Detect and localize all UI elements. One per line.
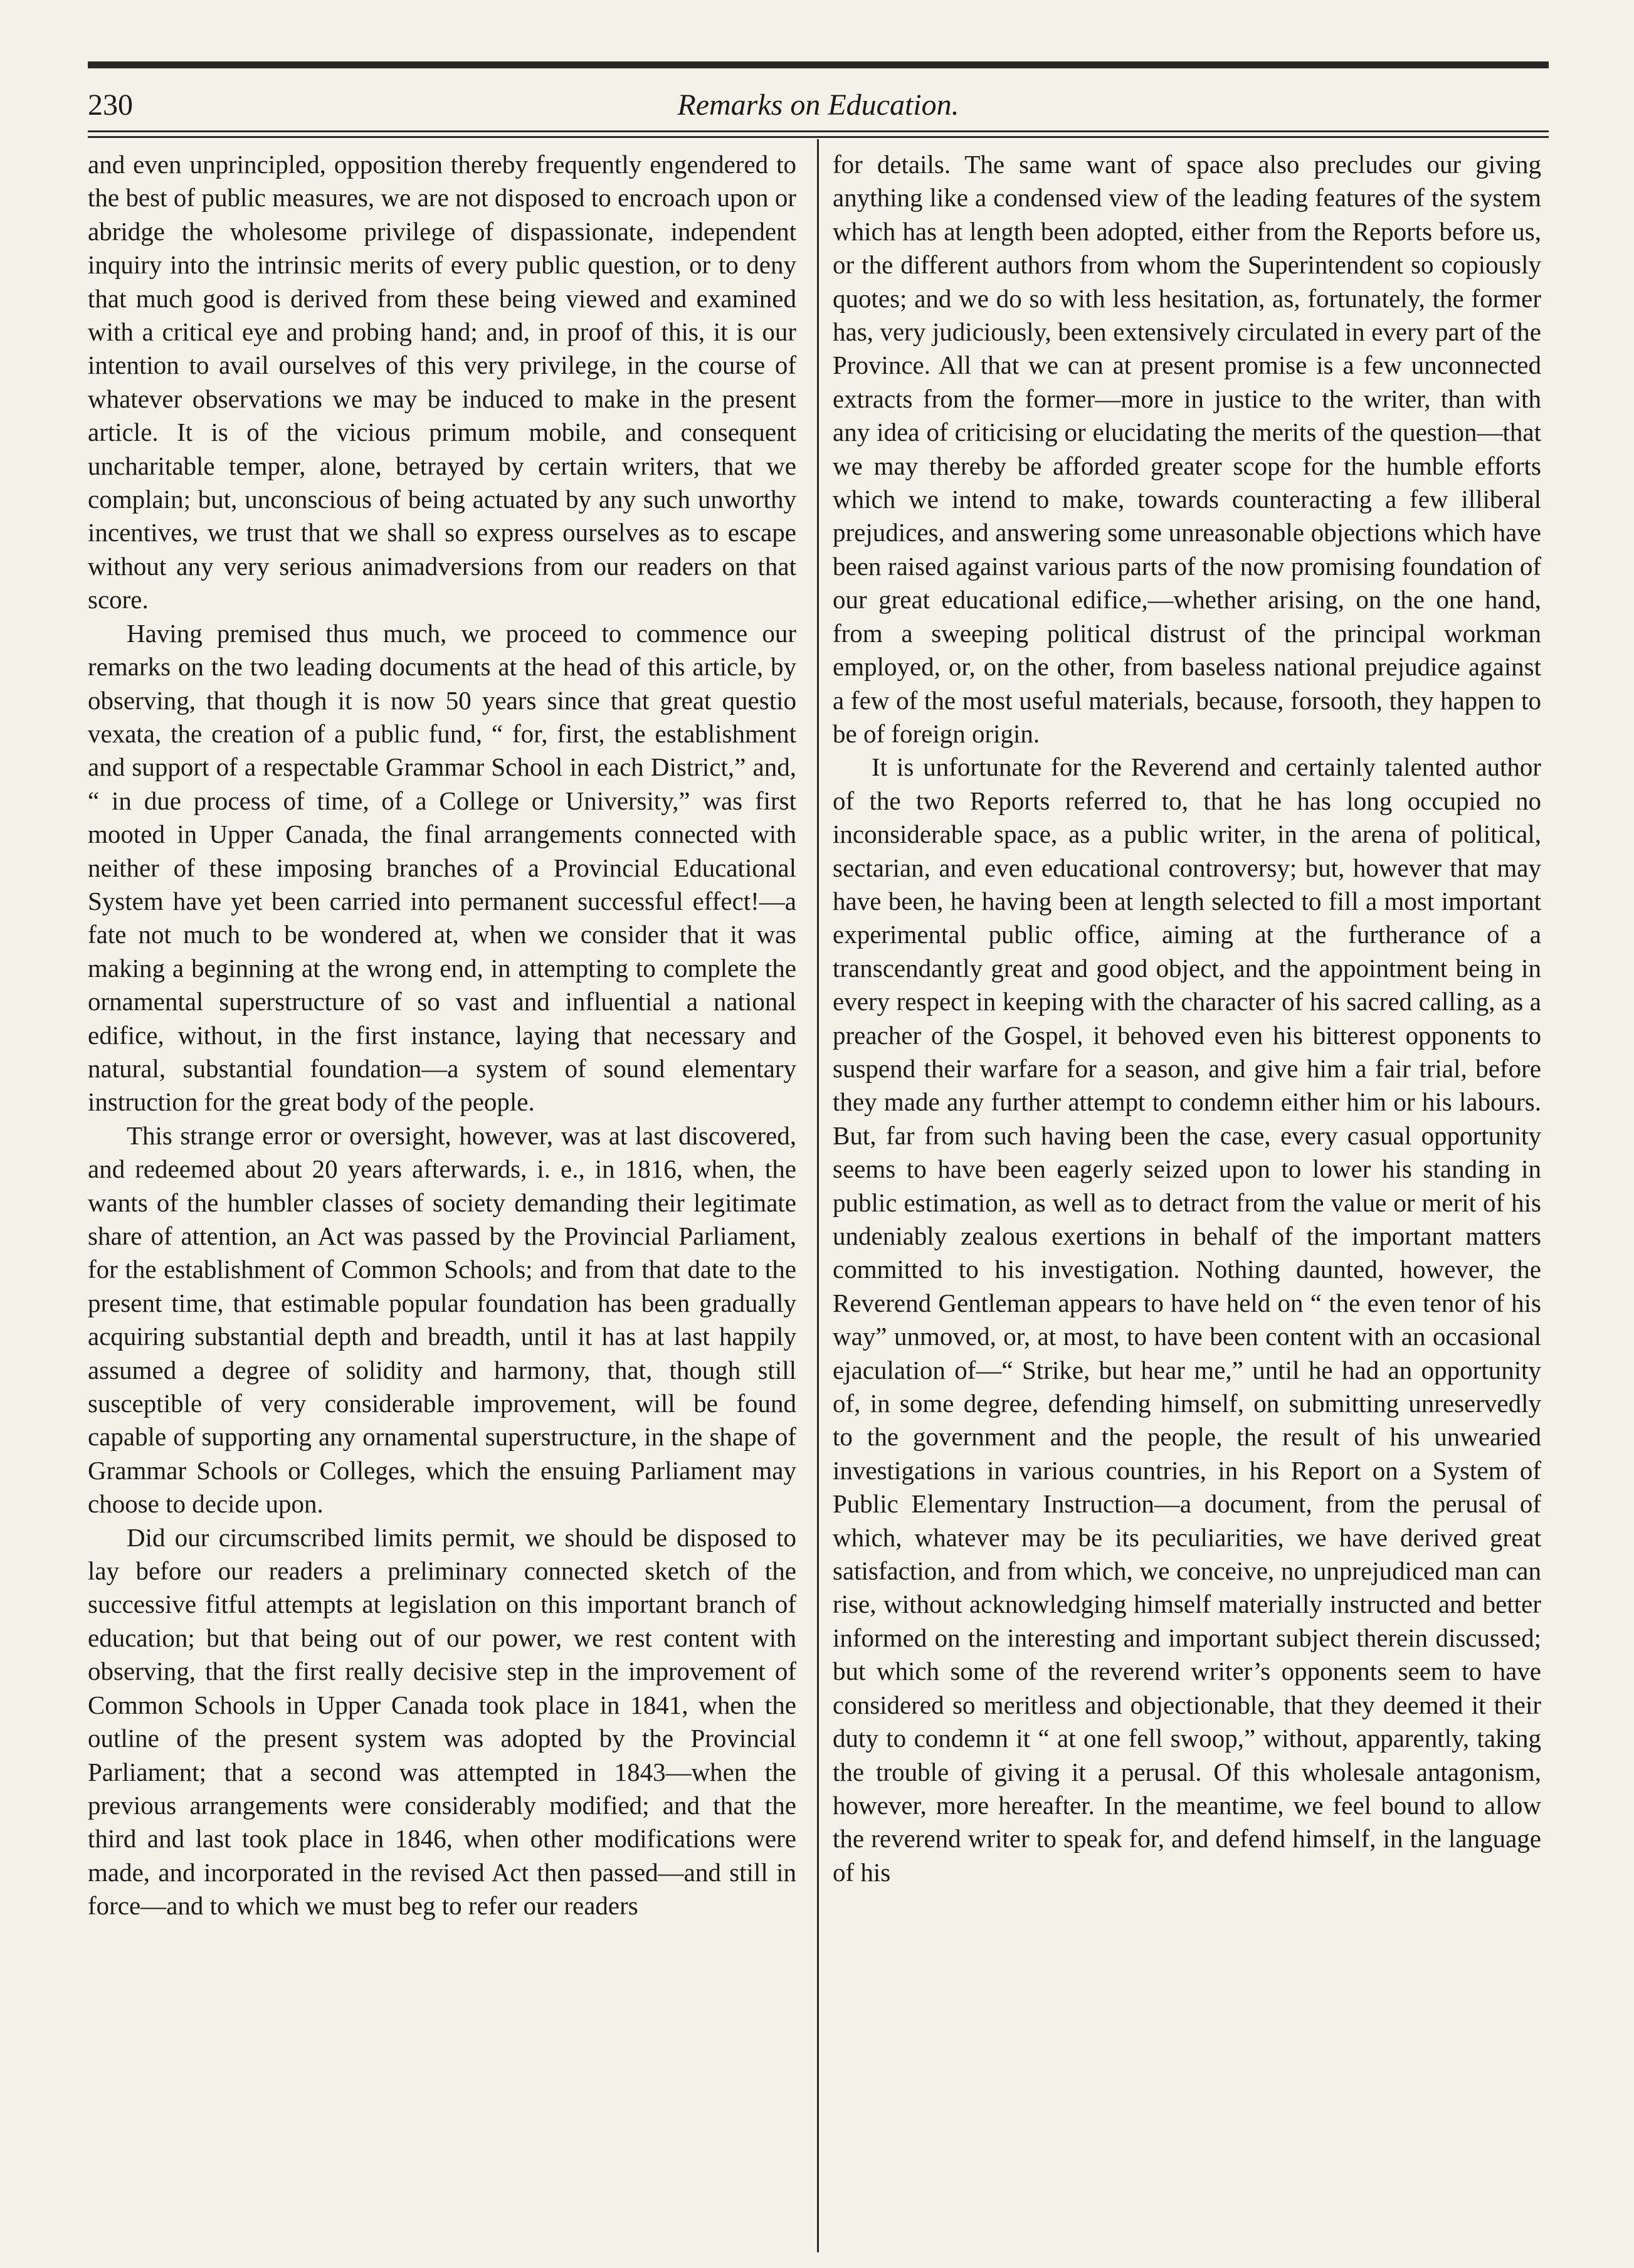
paragraph: for details. The same want of space also precludes our giving anything like a condensed view of the leading features of the system which has at length been adopted, either from the Reports before us, or the different authors from whom the Superintendent so copiously quotes; and we do so with less hesitation, as, fortunately, the former has, very judiciously, been extensively circulated in every part of the Province. All that we can at present promise is a few unconnected extracts from the former—more in justice to the writer, than with any idea of criticising or elucidating the merits of the question—that we may thereby be afforded greater scope for the humble efforts which we intend to make, towards counteracting a few illiberal prejudices, and answering some unreasonable objections which have been raised against various parts of the now promising foundation of our great educational edifice,—whether arising, on the one hand, from a sweeping political distrust of the principal workman employed, or, on the other, from baseless national prejudice against a few of the most useful materials, because, forsooth, they happen to be of foreign origin. [833,150,1541,748]
top-heavy-rule [88,61,1549,68]
header-rule-lower [88,136,1549,138]
header-rule-upper [88,130,1549,132]
left-column [88,148,796,2249]
running-title: Remarks on Education. [677,88,959,122]
paragraph: Having premised thus much, we proceed to commence our remarks on the two leading documents at the head of this article, by observing, that though it is now 50 years since that great questio vexata, the creation of a public fund, “ for, first, the establishment and support of a respectable Grammar School in each District,” and, “ in due process of time, of a College or University,” was first mooted in Upper Canada, the final arrangements connected with neither of these imposing branches of a Provincial Educational System have yet been carried into permanent successful effect!—a fate not much to be wondered at, when we consider that it was making a beginning at the wrong end, in attempting to complete the ornamental superstructure of so vast and influential a national edifice, without, in the first instance, laying that necessary and natural, substantial foundation—a system of sound elementary instruction for the great body of the people. [88,618,796,1117]
paragraph: This strange error or oversight, however, was at last discovered, and redeemed about 20 years afterwards, i. e., in 1816, when, the wants of the humbler classes of society demanding their legitimate share of attention, an Act was passed by the Provincial Parliament, for the establishment of Common Schools; and from that date to the present time, that estimable popular foundation has been gradually acquiring substantial depth and breadth, until it has at last happily assumed a degree of solidity and harmony, that, though still susceptible of very considerable improvement, will be found capable of supporting any ornamental superstructure, in the shape of Grammar Schools or Colleges, which the ensuing Parliament may choose to decide upon. [88,1121,796,1519]
paragraph: It is unfortunate for the Reverend and certainly talented author of the two Reports referred to, that he has long occupied no inconsiderable space, as a public writer, in the arena of political, sectarian, and even educational controversy; but, however that may have been, he having been at length selected to fill a most important experimental public office, aiming at the furtherance of a transcendantly great and good object, and the appointment being in every respect in keeping with the character of his sacred calling, as a preacher of the Gospel, it behoved even his bitterest opponents to suspend their warfare for a season, and give him a fair trial, before they made any further attempt to condemn either him or his labours. But, far from such having been the case, every casual opportunity seems to have been eagerly seized upon to lower his standing in public estimation, as well as to detract from the value or merit of his undeniably zealous exertions in behalf of the important matters committed to his investigation. Nothing daunted, however, the Reverend Gentleman appears to have held on “ the even tenor of his way” unmoved, or, at most, to have been content with an occasional ejaculation of—“ Strike, but hear me,” until he had an opportunity of, in some degree, defending himself, on submitting unreservedly to the government and the people, the result of his unwearied investigations in various countries, in his Report on a System of Public Elementary Instruction—a document, from the perusal of which, whatever may be its peculiarities, we have derived great satisfaction, and from which, we conceive, no unprejudiced man can rise, without acknowledging himself materially instructed and better informed on the interesting and important subject therein discussed; but which some of the reverend writer’s opponents seem to have considered so meritless and objectionable, that they deemed it their duty to condemn it “ at one fell swoop,” without, apparently, taking the trouble of giving it a perusal. Of this wholesale antagonism, however, more hereafter. In the meantime, we feel bound to allow the reverend writer to speak for, and defend himself, in the language of his [833,752,1541,1887]
page-number: 230 [88,88,133,122]
paragraph: Did our circumscribed limits permit, we should be disposed to lay before our readers a preliminary connected sketch of the successive fitful attempts at legislation on this important branch of education; but that being out of our power, we rest content with observing, that the first really decisive step in the improvement of Common Schools in Upper Canada took place in 1841, when the outline of the present system was adopted by the Provincial Parliament; that a second was attempted in 1843—when the previous arrangements were considerably modified; and that the third and last took place in 1846, when other modifications were made, and incorporated in the revised Act then passed—and still in force—and to which we must beg to refer our readers [88,1522,796,1921]
top-rule-fade [1442,61,1549,68]
page-header [88,85,1549,129]
column-divider [817,139,819,2252]
right-column [833,148,1541,2249]
paragraph: and even unprincipled, opposition thereby frequently engendered to the best of public measures, we are not disposed to encroach upon or abridge the wholesome privilege of dispassionate, independent inquiry into the intrinsic merits of every public question, or to deny that much good is derived from these being viewed and examined with a critical eye and probing hand; and, in proof of this, it is our intention to avail ourselves of this very privilege, in the course of whatever observations we may be induced to make in the present article. It is of the vicious primum mobile, and consequent uncharitable temper, alone, betrayed by certain writers, that we complain; but, unconscious of being actuated by any such unworthy incentives, we trust that we shall so express ourselves as to escape without any very serious animadversions from our readers on that score. [88,150,796,614]
